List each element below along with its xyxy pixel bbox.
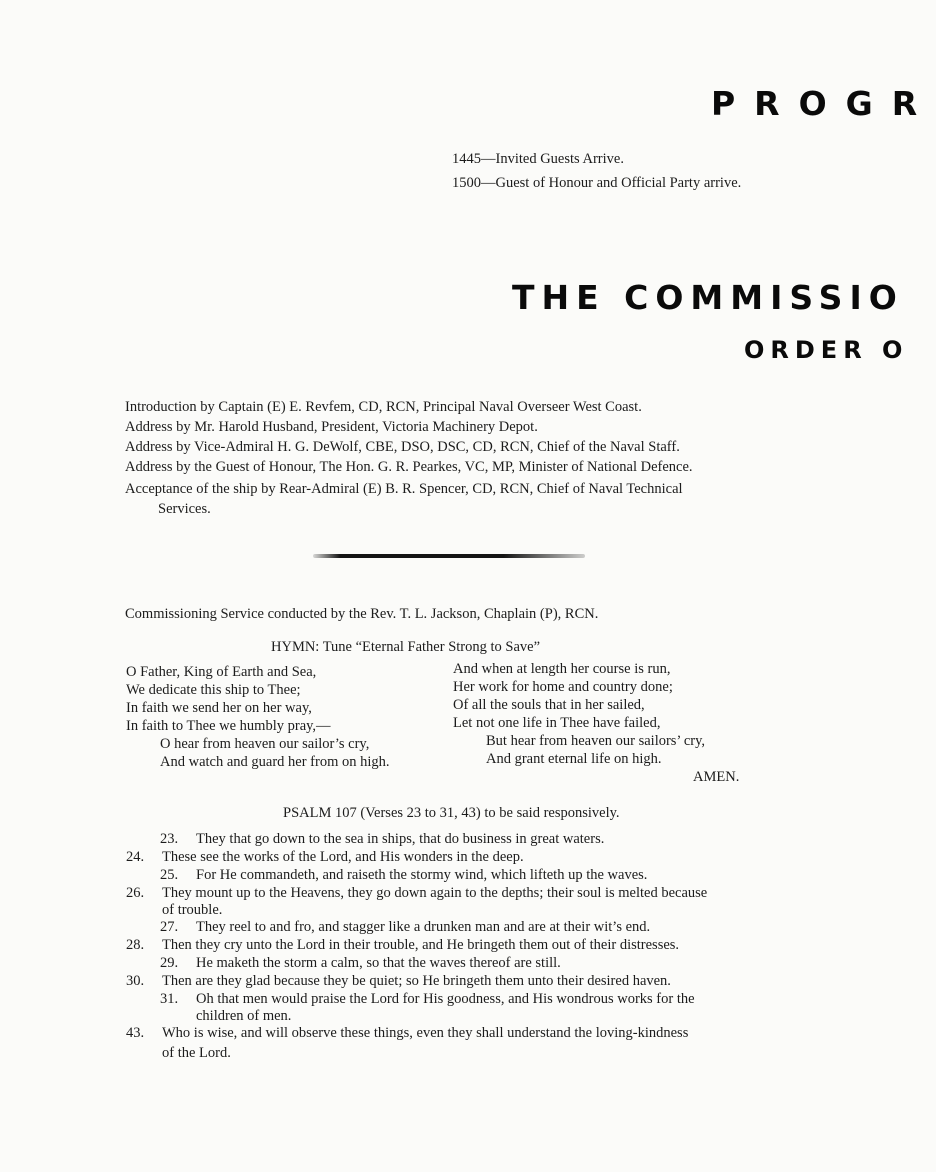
psalm-verse — [160, 954, 561, 972]
verse-text: Then they cry unto the Lord in their trouble, and He bringeth them out of their distresses. — [162, 937, 680, 953]
psalm-verse — [160, 918, 650, 936]
divider-rule — [313, 554, 585, 558]
verse-text: These see the works of the Lord, and His wonders in the deep. — [162, 849, 524, 865]
verse-text: They reel to and fro, and stagger like a drunken man and are at their wit’s end. — [196, 919, 651, 935]
address-acceptance: Acceptance of the ship by Rear-Admiral (E) B. R. Spencer, CD, RCN, Chief of Naval Technical — [125, 481, 683, 497]
hymn-left-line: O hear from heaven our sailor’s cry, — [160, 736, 370, 752]
address-dewolf: Address by Vice-Admiral H. G. DeWolf, CBE, DSO, DSC, CD, RCN, Chief of the Naval Staff. — [125, 439, 680, 455]
service-intro: Commissioning Service conducted by the Rev. T. L. Jackson, Chaplain (P), RCN. — [125, 606, 599, 622]
address-acceptance-cont: Services. — [158, 501, 211, 517]
hymn-left-line: O Father, King of Earth and Sea, — [126, 664, 317, 680]
psalm-verse — [126, 936, 679, 954]
hymn-left-line: And watch and guard her from on high. — [160, 754, 390, 770]
verse-text: They mount up to the Heavens, they go down again to the depths; their soul is melted because — [162, 885, 708, 901]
hymn-left-line: We dedicate this ship to Thee; — [126, 682, 301, 698]
hymn-right-line: Her work for home and country done; — [453, 679, 673, 695]
psalm-verse — [160, 866, 647, 884]
ceremony-title: THE COMMISSIO — [512, 278, 904, 317]
verse-number: 24. — [126, 849, 145, 865]
hymn-left-line: In faith we send her on her way, — [126, 700, 312, 716]
verse-number: 43. — [126, 1025, 145, 1041]
verse-text: Who is wise, and will observe these things, even they shall understand the loving-kindness — [162, 1025, 689, 1041]
hymn-right-line: Of all the souls that in her sailed, — [453, 697, 645, 713]
psalm-title: PSALM 107 (Verses 23 to 31, 43) to be said responsively. — [283, 805, 620, 821]
psalm-verse — [126, 1024, 688, 1042]
verse-text: Then are they glad because they be quiet; so He bringeth them unto their desired haven. — [162, 973, 671, 989]
arrival-line-1445: 1445—Invited Guests Arrive. — [452, 151, 624, 167]
verse-number: 28. — [126, 937, 145, 953]
program-title: PROGR — [711, 84, 936, 123]
order-title: ORDER O — [744, 336, 909, 364]
hymn-right-line: And grant eternal life on high. — [486, 751, 662, 767]
hymn-right-line: And when at length her course is run, — [453, 661, 671, 677]
psalm-verse-cont: of trouble. — [162, 902, 223, 918]
address-guest-of-honour: Address by the Guest of Honour, The Hon. G. R. Pearkes, VC, MP, Minister of National Defence. — [125, 459, 693, 475]
verse-text: They that go down to the sea in ships, that do business in great waters. — [196, 831, 605, 847]
psalm-verse — [126, 848, 524, 866]
psalm-verse — [160, 830, 604, 848]
psalm-verse-cont: children of men. — [196, 1008, 292, 1024]
verse-number: 29. — [160, 955, 179, 971]
hymn-title: HYMN: Tune “Eternal Father Strong to Save” — [271, 639, 541, 655]
verse-text: He maketh the storm a calm, so that the waves thereof are still. — [196, 955, 561, 971]
hymn-amen: AMEN. — [693, 769, 740, 785]
verse-number: 26. — [126, 885, 145, 901]
arrival-line-1500: 1500—Guest of Honour and Official Party arrive. — [452, 175, 742, 191]
address-husband: Address by Mr. Harold Husband, President, Victoria Machinery Depot. — [125, 419, 538, 435]
verse-text: For He commandeth, and raiseth the stormy wind, which lifteth up the waves. — [196, 867, 648, 883]
hymn-right-line: But hear from heaven our sailors’ cry, — [486, 733, 706, 749]
verse-number: 31. — [160, 991, 179, 1007]
verse-number: 30. — [126, 973, 145, 989]
psalm-verse — [160, 990, 695, 1008]
verse-text: Oh that men would praise the Lord for His goodness, and His wondrous works for the — [196, 991, 695, 1007]
verse-number: 23. — [160, 831, 179, 847]
verse-number: 27. — [160, 919, 179, 935]
psalm-verse — [126, 972, 671, 990]
psalm-verse — [126, 884, 707, 902]
psalm-verse-cont: of the Lord. — [162, 1045, 231, 1061]
hymn-left-line: In faith to Thee we humbly pray,— — [126, 718, 331, 734]
verse-number: 25. — [160, 867, 179, 883]
address-introduction: Introduction by Captain (E) E. Revfem, CD, RCN, Principal Naval Overseer West Coast. — [125, 399, 642, 415]
hymn-right-line: Let not one life in Thee have failed, — [453, 715, 661, 731]
